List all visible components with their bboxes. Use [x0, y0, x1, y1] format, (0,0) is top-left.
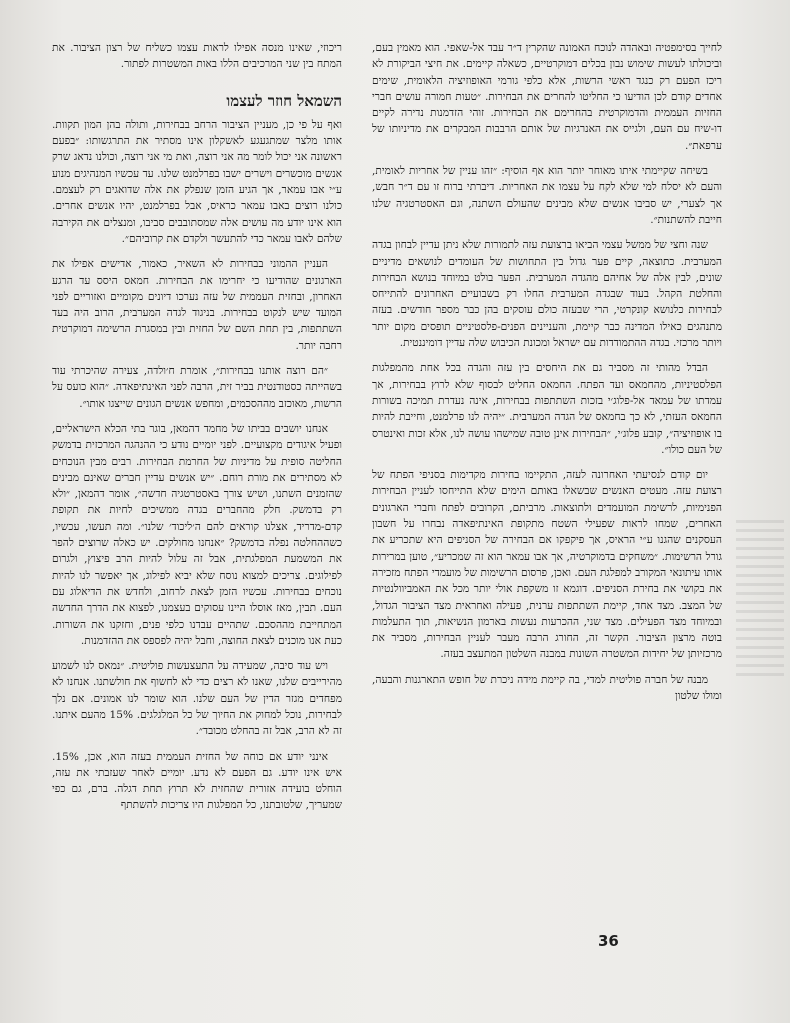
left-paragraph: ויש עוד סיבה, שמעידה על התעצעשות פוליטית. ״נמאס לנו לשמוע מהירייבים שלנו, שאנו לא רצים כדי לא לחשוף את חולשתנו. אנחנו לא מפחדים מגזר הדין של העם שלנו. הוא שומר לנו אמונים. אם נלך לבחירות, נוכל למחוק את החיוך של כל המלגלגים. 15% מהעם איתנו. זה לא הרב, אבל זה בהחלט מכובד״. — [52, 660, 342, 738]
right-paragraph: לחייך בסימפטיה ובאהדה לנוכח האמונה שהקרין ד״ר עבד אל-שאפי. הוא מאמין בעם, וביכולתו לעשות שימוש נבון בכלים דמוקרטיים, כשאלה קיימים. את חיצי הביקורת לא ריכז הפעם רק כנגד ראשי הרשות, אלא כלפי גורמי האופוזיציה הלאומית, שימים אחדים קודם לכן הודיעו כי החליטו להחרים את הבחירות. ״טעות חמורה עושים חברי החזיות העממית והדמוקרטית בהחרימם את הבחירות. זוהי הזדמנות נדירה לקיים דו-שיח עם העם, ולגייס את האנרגיות של אותם הרבבות המבקרים את מדיניותו של ערפאת״. — [372, 42, 722, 152]
right-paragraph: בשיחה שקיימתי איתו מאוחר יותר הוא אף הוסיף: ״זהו עניין של אחריות לאומית, והעם לא יסלח למי שלא לקח על עצמו את האחריות. דיברתי ברוח זו עם ד״ר חבש, אך לצערי, יש סביבו אנשים שלא מבינים שהעולם השתנה, וגם האסטרטגיה שלנו חייבת להשתנות״. — [372, 165, 722, 226]
bleed-through-text — [736, 520, 784, 680]
page-number: 36 — [598, 932, 619, 950]
section-heading: השמאל חוזר לעצמו — [226, 91, 342, 110]
left-paragraph: אינני יודע אם כוחה של החזית העממית בעזה הוא, אכן, 15%. איש אינו יודע. גם הפעם לא נדע. יומיים לאחר שעזבתי את עזה, הוחלט בועידה אזורית שהחזית לא תרוץ תחת דגלה. ברם, גם כפי שמעריך, שלטובתנו, כל המפלגות היו צריכות להשתתף — [52, 750, 342, 812]
left-paragraph: ״הם רוצה אותנו בבחירות״, אומרת ח׳ולדה, צעירה שהיכרתי עוד בשהייתה כסטודנטית בביר זית, הרבה לפני האינתיפאדה. ״הוא כועס על הרשות, מאוכזב מההסכמים, ומחפש אנשים הגונים שייצגו אותו״. — [52, 365, 342, 410]
right-column — [372, 40, 722, 713]
right-paragraph: יום קודם לנסיעתי האחרונה לעזה, התקיימו בחירות מקדימות בסניפי הפתח של רצועת עזה. מעטים האנשים שבשאלו באותם הימים שלא התייחסו לעניין הבחירות הפנימיות, לרשימת המועמדים ולתוצאות. מרביתם, הקרובים לפתח וחברי הארגונים האחרים, שמחו לראות שפעילי השטח מתקופת האינתיפאדה נבחרו על חשבון העסקנים שהגנו ע״י הראיס, אך פיקפקו אם הבחירה של הסניפים היא שתכריע את גורל הרשימות. ״משחקים בדמוקרטיה, אך אבו עמאר הוא זה שמכריע״, טוען במרירות אותו עיתונאי המקורב למפלגת העם. ואכן, פרסום הרשימות של מועמדי הפתח מזכירה את בקושי את בחירת הסניפים. דוגמא זו משקפת אולי יותר מכל את האמביוולנטיות של המצב. מצד אחד, קיימת השתתפות ערנית, פעילה ואחראית מצד הציבור הגדול, ובמיוחד מצד הפעילים. מצד שני, ההכרעות נעשות בארמון הנשיאות, תוך התעלמות בוטה מרצון הציבור. הקשר זה, החורג הרבה מעבר לעניין הבחירות, מסביר את מרכזיותן של יחידות המשטרה השונות במבנה השלטון המתעצב בעזה. — [372, 469, 722, 661]
right-paragraph: מבנה של חברה פוליטית למדי, בה קיימת מידה ניכרת של חופש התארגנות והבעה, ומולו שלטון — [372, 673, 722, 702]
left-paragraph: אנחנו יושבים בביתו של מחמד דהמאן, בוגר בתי הכלא הישראליים, ופעיל איגודים מקצועיים. לפני יומיים נודע כי ההנהגה המרכזית בדמשק החליטה סופית על מדיניות של החרמת הבחירות. רבים מבין הנוכחים לא מסתירים את מורת רוחם. ״יש אנשים עדיין חברים שאינם מבינים שהזמנים השתנו, ושיש צורך באסטרטגיה חדשה״, אומר דהמאן, ״ולא רק בדמשק. חלק מהחברים בגדה ממשיכים לחיות את תקופת קדם-מדריד, אצלנו קוראים להם ה׳ליכוד׳ שלנו״. ומה תעשו, עכשיו, כשההחלטה נפלה בדמשק? ״אנחנו מחולקים. יש כאלה שרוצים להפר את המשמעת המפלגתית, אבל זה עלול להיות הרב פיצוץ, ולגרום לפילוגים. צריכים למצוא נוסח שלא יביא לפילוג, אך יאפשר לנו להיות נוכחים בבחירות. עכשיו הזמן לצאת לרחוב, ולחדש את הדיאלוג עם העם. תבין, מאז אוסלו היינו עסוקים בעצמנו, לפצוא את הדרך החדשה המתחייבת מההסכם. שתהיים עבדנו כלפי פנים, וחזקנו את השורות. כעת אנו מוכנים לצאת החוצה, וחבל יהיה לפספס את ההזדמנות. — [52, 422, 342, 647]
left-paragraph: העניין ההמוני בבחירות לא השאיר, כאמור, אדישים אפילו את הארגונים שהודיעו כי יחרימו את הבחירות. חמאס היסס עד הרגע האחרון, ובחזית העממית של עזה נערכו דיונים מקומיים ואזוריים לפני המועד שיש לנקוט בבחירות. בניגוד לגדה המערבית, הרוב היה בעד השתתפות, בין תחת השם של החזית ובין במסגרת הרשימה דמוקרטית רחבה יותר. — [52, 258, 342, 352]
left-paragraph: ואף על פי כן, מעניין הציבור הרחב בבחירות, ותולה בהן המון תקוות. אותו מלצר שמתגעגע לאשקלון אינו מסתיר את התרגשותו: ״בפעם ראשונה אני יכול לומר מה אני רוצה, ואת מי אני רוצה, וכולנו נדאג שרק אנשים מוכשרים וישרים ישבו בפרלמנט שלנו. עד עכשיו המנהיגים מנוע ע״י אבו עמאר, אך הגיע הזמן שנפלק את אלה שדואגים רק לעצמם. כולנו רוצים באבו עמאר כראיס, אבל בפרלמנט, יהיו אנשים אחרים. הוא אינו יודע מה עושים אלה שמסתובבים סביבו, ומנצלים את הקירבה שלהם לאבו עמאר כדי להתעשר ולקדם את קרוביהם״. — [52, 118, 342, 245]
right-paragraph: שנה וחצי של ממשל עצמי הביאו ברצועת עזה לתמורות שלא ניתן עדיין לבחון בגדה המערבית. כתוצאה, קיים פער גדול בין התחושות של העומדים לנושאים מדיניים שונים, לבין אלה של אחיהם מהגדה המערבית. הפער בולט במיוחד בנושא הבחירות והחלטת הקהל. בעוד שבגדה המערבית החלו רק בשבועיים האחרונים להתייחס לבחירות כלנושא קונקרטי, הרי שבעזה כולם עוסקים בהן כבר מספר חודשים. בעזה מתנהגים כאילו המדינה כבר קיימת, והעניינים הפנים-פלסטיניים תופסים מקום יותר ויותר מרכזי. בגדה ההתמודדות עם ישראל ומכונת הכיבוש שלה עדיין דומיננטית. — [372, 239, 722, 350]
right-paragraph: הבדל מהותי זה מסביר גם את היחסים בין עזה והגדה בכל אחת מהמפלגות הפלסטיניות, מהחמאס ועד הפתח. החמאס החליט לבסוף שלא לרוץ בבחירות, אך עמדתו של עמאד אל-פלוג׳י בזכות השתתפות בבחירות, אינה נעדרת תמיכה בשורות החמאס העזתי, לא כך בחמאס של הגדה המערבית. ״יהיה לנו פרלמנט, וחייבת להיות בו אופוזיציה״, קובע פלוג׳י, ״הבחירות אינן טובה שמישהו עושה לנו, אלא זכות ואינטרס של העם כולו״. — [372, 362, 722, 456]
left-intro-paragraph: ריכוזי, שאינו מנסה אפילו לראות עצמו כשליח של רצון הציבור. את המתח בין שני המרכיבים הללו באות המשטרות לפתור. — [52, 42, 342, 71]
left-column — [52, 40, 342, 823]
